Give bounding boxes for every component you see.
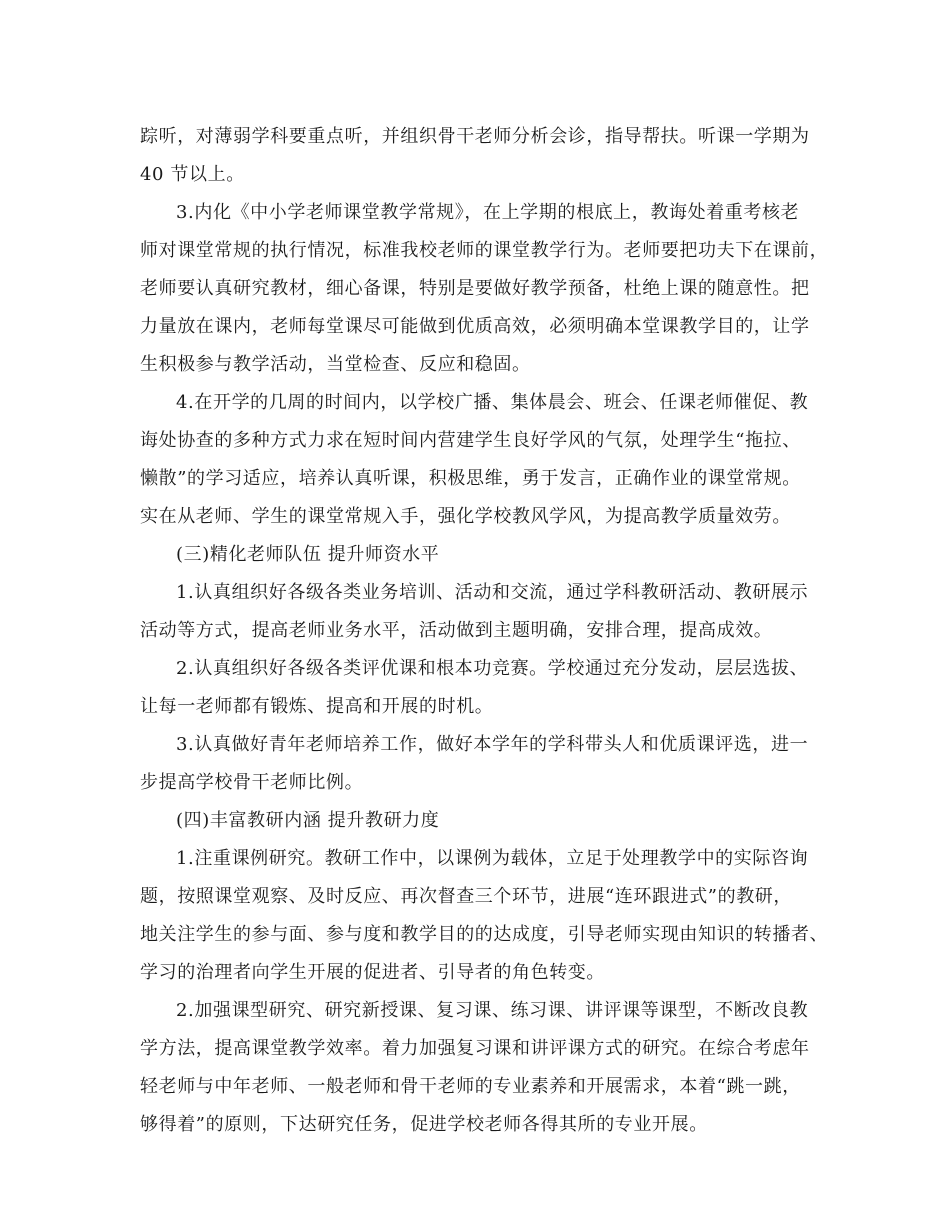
text-line: 踪听，对薄弱学科要重点听，并组织骨干老师分析会诊，指导帮扶。听课一学期为 <box>140 126 810 147</box>
text-line: 步提高学校骨干老师比例。 <box>140 772 364 793</box>
text-line: 力量放在课内，老师每堂课尽可能做到优质高效，必须明确本堂课教学目的，让学 <box>140 316 810 337</box>
text-line: 2.认真组织好各级各类评优课和根本功竞赛。学校通过充分发动，层层选拔、 <box>176 658 809 679</box>
text-line: 地关注学生的参与面、参与度和教学目的的达成度，引导老师实现由知识的转播者、 <box>140 924 829 945</box>
text-line: 3.内化《中小学老师课堂教学常规》，在上学期的根底上，教诲处着重考核老 <box>176 202 800 223</box>
section-heading: (三)精化老师队伍 提升师资水平 <box>176 544 440 565</box>
text-line: 3.认真做好青年老师培养工作，做好本学年的学科带头人和优质课评选，进一 <box>176 734 809 755</box>
text-line: 诲处协查的多种方式力求在短时间内营建学生良好学风的气氛，处理学生“拖拉、 <box>140 430 801 451</box>
text-line: 让每一老师都有锻炼、提高和开展的时机。 <box>140 696 494 717</box>
text-line: 老师要认真研究教材，细心备课，特别是要做好教学预备，杜绝上课的随意性。把 <box>140 278 810 299</box>
section-heading: (四)丰富教研内涵 提升教研力度 <box>176 810 440 831</box>
text-line: 实在从老师、学生的课堂常规入手，强化学校教风学风，为提高教学质量效劳。 <box>140 506 791 527</box>
text-line: 学习的治理者向学生开展的促进者、引导者的角色转变。 <box>140 962 605 983</box>
text-line: 2.加强课型研究、研究新授课、复习课、练习课、讲评课等课型，不断改良教 <box>176 1000 809 1021</box>
text-line: 懒散”的学习适应，培养认真听课，积极思维，勇于发言，正确作业的课堂常规。 <box>140 468 801 489</box>
text-line: 40 节以上。 <box>140 164 245 185</box>
text-line: 轻老师与中年老师、一般老师和骨干老师的专业素养和开展需求，本着“跳一跳， <box>140 1076 801 1097</box>
text-line: 活动等方式，提高老师业务水平，活动做到主题明确，安排合理，提高成效。 <box>140 620 773 641</box>
text-line: 够得着”的原则，下达研究任务，促进学校老师各得其所的专业开展。 <box>140 1114 708 1135</box>
text-line: 4.在开学的几周的时间内，以学校广播、集体晨会、班会、任课老师催促、教 <box>176 392 809 413</box>
text-line: 学方法，提高课堂教学效率。着力加强复习课和讲评课方式的研究。在综合考虑年 <box>140 1038 810 1059</box>
text-line: 师对课堂常规的执行情况，标准我校老师的课堂教学行为。老师要把功夫下在课前， <box>140 240 829 261</box>
text-line: 题，按照课堂观察、及时反应、再次督查三个环节，进展“连环跟进式”的教研， <box>140 886 793 907</box>
text-line: 生积极参与教学活动，当堂检查、反应和稳固。 <box>140 354 531 375</box>
text-line: 1.注重课例研究。教研工作中，以课例为载体，立足于处理教学中的实际咨询 <box>176 848 809 869</box>
text-line: 1.认真组织好各级各类业务培训、活动和交流，通过学科教研活动、教研展示 <box>176 582 809 603</box>
document-body <box>140 118 829 1144</box>
